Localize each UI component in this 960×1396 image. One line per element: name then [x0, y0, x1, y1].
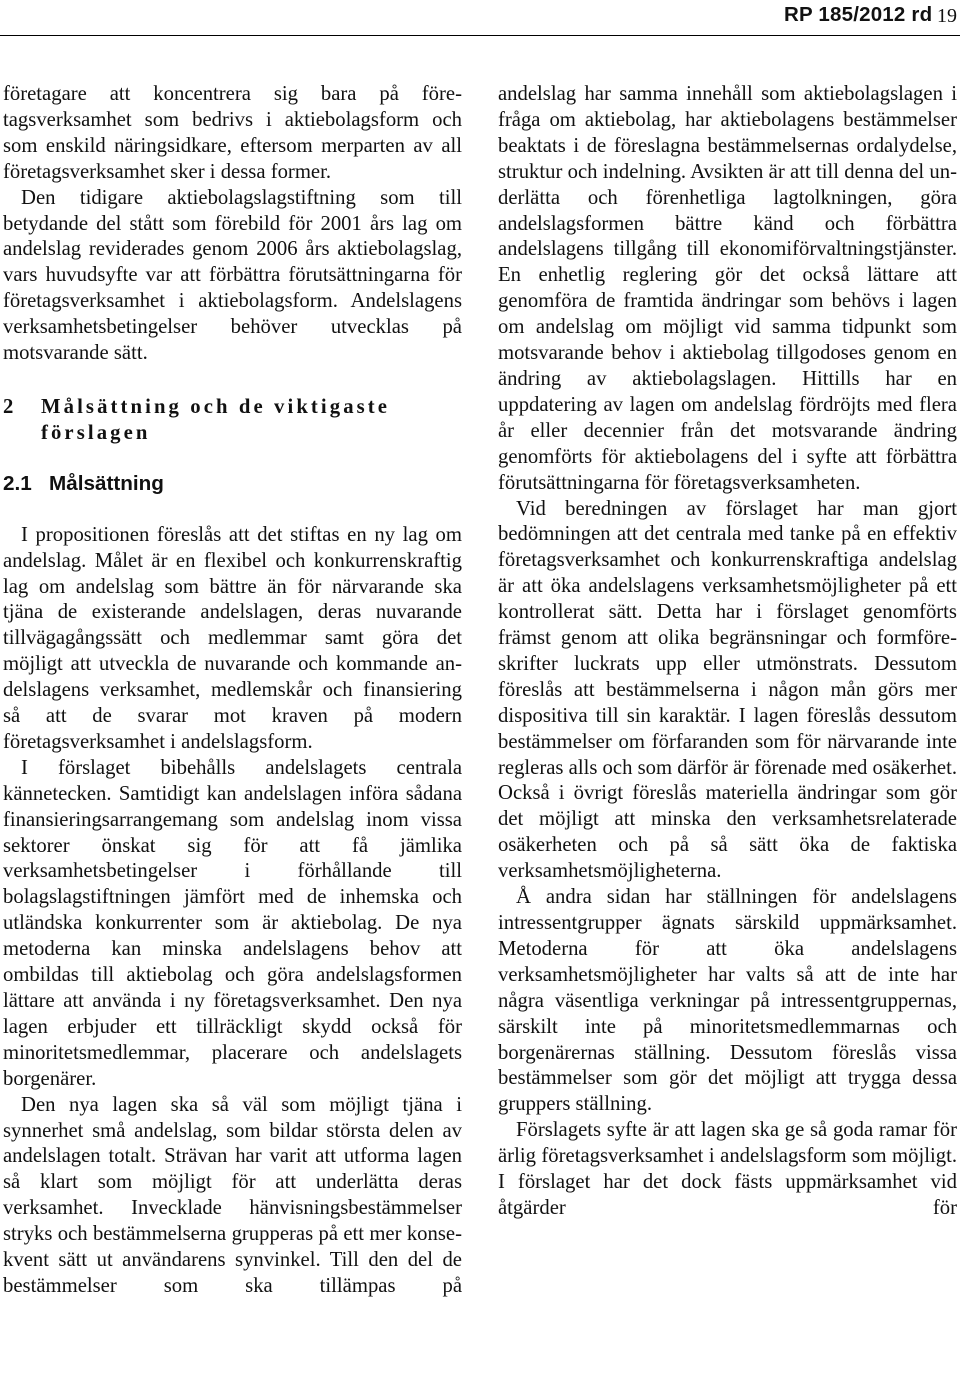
- sentence: Målet är en flexibel och konkurrenskraftig lag om andelslag som bättre än för närvarande ska tjäna de existerande andelslagen, deras nuvarande tillvägagångssätt och medlemmar samt göra det möjligt att utveckla de nuvarande och kommande andelslagens verksamhet, medlemskår och finansiering så att de svarar mot kraven på modern företagsverksamhet i andelslagsform.: [3, 549, 463, 753]
- sentence: Avsikten är att till denna del underlätta och förenhetliga lagtolkningen, göra andelslagsformen bättre känd och förbättra andelslagens tillgång till ekonomiförvaltningstjänster.: [498, 160, 958, 261]
- sentence: En enhetlig reglering gör det också lättare att genomföra de framtida ändringar som behövs i lagen om andelslag om möjligt vid samma tidpunkt som motsvarande behov i aktiebolag tillgodoses genom en ändring av aktiebolagslagen.: [498, 264, 957, 390]
- left-column: [3, 82, 462, 1300]
- right-column: [498, 82, 957, 1222]
- sentence: Hittills har en uppdatering av lagen om andelslag fördröjts med flera år eller decennier från det motsvarande ändring genomförts för aktiebolagens del i syfte att förbättra förutsättningarna för företagsverksamheten.: [498, 367, 957, 494]
- sentence: Vid beredningen av förslaget har man gjort bedömningen att det centrala med tanke på en effektiv företagsverksamhet och konkurrenskraftiga andelslag är att öka andelslagens verksamhetsmöjligheter på ett kontrollerat sätt.: [498, 497, 957, 624]
- sentence: De nya metoderna kan minska andelslagens behov att ombildas till aktiebolag och göra andelslagsformen lättare att använda i ny företagsverksamhet.: [3, 912, 462, 1012]
- subsection-heading: [3, 471, 462, 497]
- sentence: Detta har i förslaget genomförts främst genom att olika begränsningar och formföreskrifter luckrats upp eller utmönstrats.: [498, 601, 957, 675]
- sentence: Till den del de bestämmelser som ska tillämpas på: [3, 1249, 462, 1297]
- sentence: I propositionen föreslås att det stiftas en ny lag om andelslag.: [3, 523, 462, 572]
- sentence: I lagen föreslås dessutom bestämmelser om förfaranden som för närvarande inte regleras alls och som därför är förenade med osäkerhet.: [498, 704, 957, 779]
- paragraph: [3, 756, 462, 1093]
- sentence: Metoderna för att öka andelslagens verksamhetsmöjligheter har valts så att de inte har några väsentliga verkningar på intressentgruppernas, särskilt inte på minoritetsmedlemmarnas och borgenärernas ställning.: [498, 937, 957, 1064]
- paragraph: [3, 82, 462, 186]
- section-title: Målsättning och de viktigaste förslagen: [41, 395, 391, 444]
- paragraph: [498, 497, 957, 886]
- sentence: Dessutom föreslås vissa bestämmelser som gör det möjligt att trygga dessa gruppers ställning.: [498, 1041, 957, 1116]
- document-id: RP 185/2012 rd: [784, 3, 933, 26]
- header-rule: [0, 35, 960, 36]
- section-number: 2: [3, 395, 14, 418]
- paragraph: [3, 523, 462, 756]
- paragraph: [3, 1093, 462, 1300]
- sentence: I förslaget har det dock fästs uppmärksamhet vid åtgärder för: [498, 1171, 957, 1219]
- section-heading: [3, 395, 462, 447]
- sentence: Också i övrigt föreslås materiella ändringar som gör det möjligt att minska den verksamhetsrelaterade osäkerheten och på så sätt öka de faktiska verksamhetsmöjligheterna.: [498, 782, 957, 883]
- sentence: I förslaget bibehålls andelslagets centrala kännetecken.: [3, 756, 462, 805]
- sentence: Samtidigt kan andelslagen införa sådana finansieringsarrangemang som andelslag inom vissa sektorer önskat sig för att få jämlika verksamhetsbetingelser i förhållande till bolagslagstiftningen jämfört med de inhemska och utländska konkurrenter som är aktiebolag.: [3, 782, 463, 935]
- sentence: Strävan har varit att utforma lagen så klart som möjligt för att underlätta deras verksamhet.: [3, 1145, 463, 1220]
- page-number: 19: [937, 5, 957, 27]
- sentence: Å andra sidan har ställningen för andelslagens intressentgrupper ägnats särskild uppmärksamhet.: [498, 886, 957, 934]
- sentence: Dessutom föreslås att bestämmelserna i någon mån görs mer dispositiva till sin karaktär.: [498, 652, 958, 727]
- subsection-title: Målsättning: [49, 471, 164, 495]
- sentence: Förslagets syfte är att lagen ska ge så goda ramar för ärlig företagsverksamhet i andelslagsform som möjligt.: [498, 1119, 957, 1168]
- paragraph: [3, 186, 462, 367]
- subsection-number: 2.1: [3, 471, 32, 495]
- paragraph: [498, 82, 957, 497]
- paragraph-text: företagare att koncentrera sig bara på företagsverksamhet som bedrivs i aktiebolagsform och som enskild näringsidkare, eftersom merparten av all företagsverksamhet sker i dessa former.: [3, 83, 462, 183]
- paragraph: [498, 885, 957, 1118]
- paragraph-text: Den tidigare aktiebolagslagstiftning som till betydande del stått som förebild för 2001 års lag om andelslag reviderades genom 2006 års aktiebolagslag, vars huvudsyfte var att förbättra förutsättningarna för företagsverksamhet i aktiebolagsform. Andelslagens verksamhetsbetingelser behöver utvecklas på motsvarande sätt.: [3, 186, 462, 365]
- sentence: Den nya lagen ska så väl som möjligt tjäna i synnerhet små andelslag, som bildar största delen av andelslagen totalt.: [3, 1093, 462, 1168]
- paragraph: [498, 1118, 957, 1222]
- sentence: Den nya lagen erbjuder ett tillräckligt skydd också för minoritetsmedlemmar, placerare och andelslagets borgenärer.: [3, 990, 463, 1090]
- sentence: Invecklade hänvisningsbestämmelser stryks och bestämmelserna grupperas på ett mer konsekvent sätt ut användarens synvinkel.: [3, 1197, 463, 1272]
- page-header: [0, 0, 960, 40]
- sentence: andelslag har samma innehåll som aktiebolagslagen i fråga om aktiebolag, har aktiebolagens bestämmelser beaktats i de föreslagna bestämmelsernas ordalydelse, struktur och indelning.: [498, 83, 957, 183]
